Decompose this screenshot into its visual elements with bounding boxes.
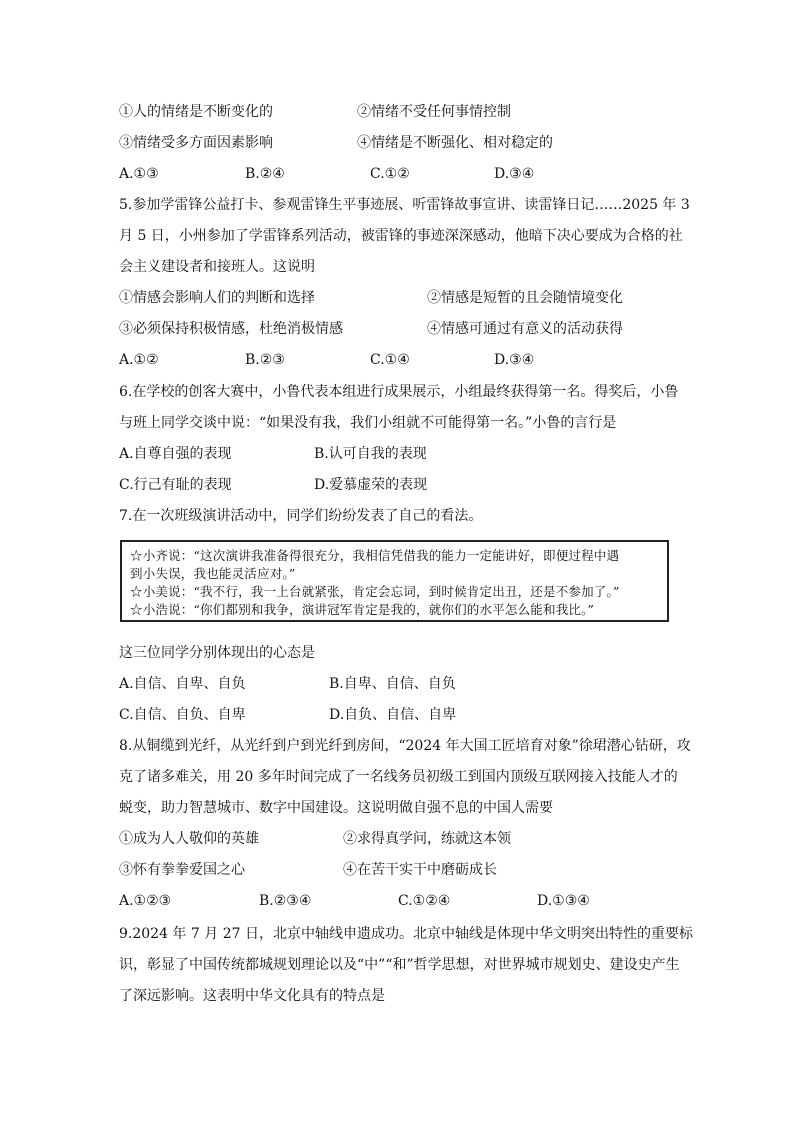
- q7-quote-box: [120, 540, 669, 622]
- q7-quote-line-2: 到小失误，我也能灵活应对。”: [130, 566, 296, 581]
- q7-quote-line-4: ☆小浩说：“你们都别和我争，演讲冠军肯定是我的，就你们的水平怎么能和我比。”: [130, 602, 595, 617]
- q5-option-c[interactable]: C.①④: [370, 352, 410, 368]
- q5-option-b[interactable]: B.②③: [245, 352, 285, 368]
- q8-option-c[interactable]: C.①②④: [398, 893, 451, 909]
- q4-option-a[interactable]: A.①③: [119, 166, 159, 182]
- q7-quote-line-3: ☆小美说：“我不行，我一上台就紧张，肯定会忘词，到时候肯定出丑，还是不参加了。”: [130, 584, 620, 599]
- q5-statement-2: ②情感是短暂的且会随情境变化: [427, 290, 623, 306]
- q5-option-a[interactable]: A.①②: [119, 352, 159, 368]
- q8-option-d[interactable]: D.①③④: [537, 893, 590, 909]
- q6-option-d[interactable]: D.爱慕虚荣的表现: [314, 477, 428, 493]
- q7-stem-line-2: 这三位同学分别体现出的心态是: [119, 645, 315, 661]
- q5-statement-3: ③必须保持积极情感，杜绝消极情感: [119, 321, 343, 337]
- q7-stem-line-1: 7.在一次班级演讲活动中，同学们纷纷发表了自己的看法。: [119, 508, 483, 524]
- q8-stem-line-3: 蜕变，助力智慧城市、数字中国建设。这说明做自强不息的中国人需要: [119, 800, 553, 816]
- q4-option-d[interactable]: D.③④: [494, 166, 535, 182]
- q8-stem-line-2: 克了诸多难关，用 20 多年时间完成了一名线务员初级工到国内顶级互联网接入技能人才的: [119, 769, 678, 785]
- q6-stem-line-1: 6.在学校的创客大赛中，小鲁代表本组进行成果展示，小组最终获得第一名。得奖后，小鲁: [119, 384, 679, 400]
- q5-stem-line-2: 月 5 日，小州参加了学雷锋系列活动，被雷锋的事迹深深感动，他暗下决心要成为合格的社: [119, 228, 683, 244]
- q9-stem-line-3: 了深远影响。这表明中华文化具有的特点是: [119, 988, 385, 1004]
- q8-stem-line-1: 8.从铜缆到光纤，从光纤到户到光纤到房间，“2024 年大国工匠培育对象”徐珺潜心钻研，攻: [119, 738, 691, 754]
- q8-option-b[interactable]: B.②③④: [259, 893, 312, 909]
- q8-statement-2: ②求得真学问，练就这本领: [343, 831, 511, 847]
- q5-stem-line-1: 5.参加学雷锋公益打卡、参观雷锋生平事迹展、听雷锋故事宣讲、读雷锋日记……2025 年 3: [119, 197, 690, 213]
- q8-statement-3: ③怀有拳拳爱国之心: [119, 862, 245, 878]
- q7-option-b[interactable]: B.自卑、自信、自负: [329, 676, 456, 692]
- q8-option-a[interactable]: A.①②③: [119, 893, 172, 909]
- q7-option-c[interactable]: C.自信、自负、自卑: [119, 707, 246, 723]
- q4-statement-2: ②情绪不受任何事情控制: [357, 104, 511, 120]
- q4-statement-3: ③情绪受多方面因素影响: [119, 135, 273, 151]
- q4-statement-4: ④情绪是不断强化、相对稳定的: [357, 135, 553, 151]
- q4-option-b[interactable]: B.②④: [245, 166, 285, 182]
- q7-option-d[interactable]: D.自负、自信、自卑: [329, 707, 457, 723]
- q5-statement-1: ①情感会影响人们的判断和选择: [119, 290, 315, 306]
- q5-option-d[interactable]: D.③④: [494, 352, 535, 368]
- q6-option-c[interactable]: C.行己有耻的表现: [119, 477, 232, 493]
- q7-quote-line-1: ☆小齐说：“这次演讲我准备得很充分，我相信凭借我的能力一定能讲好，即便过程中遇: [130, 548, 620, 563]
- q4-statement-1: ①人的情绪是不断变化的: [119, 104, 273, 120]
- q9-stem-line-1: 9.2024 年 7 月 27 日，北京中轴线申遗成功。北京中轴线是体现中华文明突出特性的重要标: [119, 926, 693, 942]
- q8-statement-1: ①成为人人敬仰的英雄: [119, 831, 259, 847]
- q6-stem-line-2: 与班上同学交谈中说：“如果没有我，我们小组就不可能得第一名。”小鲁的言行是: [119, 415, 617, 431]
- q8-statement-4: ④在苦干实干中磨砺成长: [343, 862, 497, 878]
- q4-option-c[interactable]: C.①②: [370, 166, 410, 182]
- q9-stem-line-2: 识，彰显了中国传统都城规划理论以及“中”“和”哲学思想，对世界城市规划史、建设史产生: [119, 957, 680, 973]
- q5-stem-line-3: 会主义建设者和接班人。这说明: [119, 259, 315, 275]
- q5-statement-4: ④情感可通过有意义的活动获得: [427, 321, 623, 337]
- q6-option-a[interactable]: A.自尊自强的表现: [119, 446, 232, 462]
- q6-option-b[interactable]: B.认可自我的表现: [314, 446, 427, 462]
- q7-option-a[interactable]: A.自信、自卑、自负: [119, 676, 246, 692]
